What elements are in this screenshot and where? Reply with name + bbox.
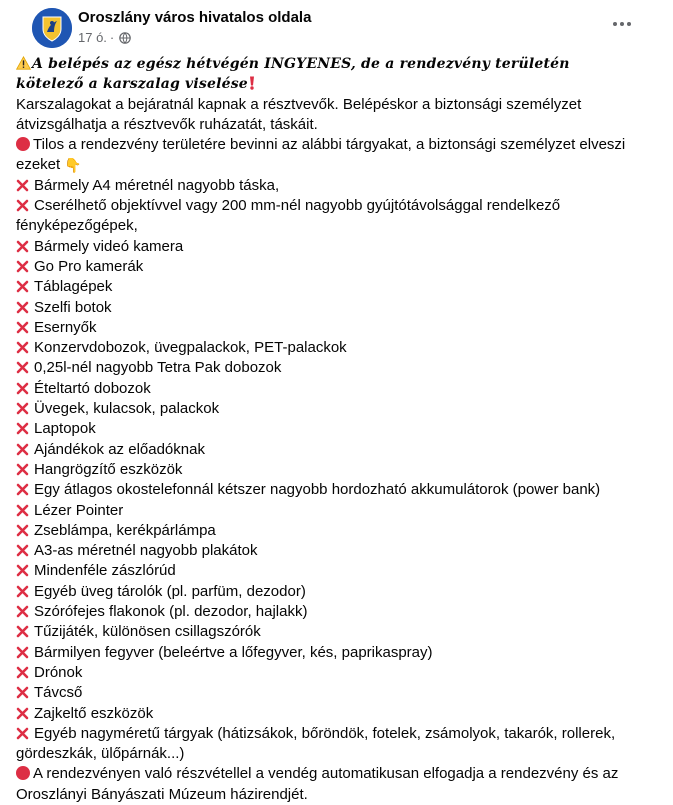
prohibited-intro-text: Tilos a rendezvény területére bevinni az alábbi tárgyakat, a biztonsági személyzet elveszi ezeket [16,136,626,174]
pointing-down-icon: 👇 [64,157,82,174]
red-circle-icon [16,137,30,151]
list-item [16,338,638,358]
list-item-text: Esernyők [34,318,97,336]
cross-mark-icon [16,321,29,334]
post-meta [78,30,131,45]
cross-mark-icon [16,707,29,720]
list-item [16,237,638,257]
list-item-text: Egyéb üveg tárolók (pl. parfüm, dezodor) [34,582,306,600]
list-item [16,704,638,724]
list-item-text: Szelfi botok [34,298,112,316]
cross-mark-icon [16,382,29,395]
cross-mark-icon [16,402,29,415]
post-body [16,54,638,805]
list-item [16,196,638,237]
list-item [16,399,638,419]
red-exclamation-icon [249,76,255,90]
closing-text: A rendezvényen való részvétellel a vendég automatikusan elfogadja a rendezvény és az Oroszlányi Bányászati Múzeum házirendjét. [16,765,619,803]
list-item [16,298,638,318]
cross-mark-icon [16,646,29,659]
list-item-text: Zseblámpa, kerékpárlámpa [34,521,216,539]
list-item-text: Mindenféle zászlórúd [34,562,176,580]
list-item [16,643,638,663]
list-item [16,501,638,521]
cross-mark-icon [16,727,29,740]
list-item-text: Cserélhető objektívvel vagy 200 mm-nél nagyobb gyújtótávolsággal rendelkező fényképezőgépek, [16,197,561,235]
list-item [16,663,638,683]
list-item-text: Zajkeltő eszközök [34,704,154,722]
page-name-link[interactable]: Oroszlány város hivatalos oldala [78,9,312,26]
more-options-button[interactable] [607,12,637,36]
cross-mark-icon [16,341,29,354]
list-item [16,440,638,460]
list-item-text: Bármely A4 méretnél nagyobb táska, [34,176,280,194]
cross-mark-icon [16,564,29,577]
list-item [16,521,638,541]
list-item-text: Go Pro kamerák [34,257,144,275]
cross-mark-icon [16,199,29,212]
list-item-text: Egyéb nagyméretű tárgyak (hátizsákok, bőröndök, fotelek, zsámolyok, takarók, rollerek, gördeszkák, ülőpárnák...) [16,724,616,763]
more-horizontal-icon [627,22,631,26]
cross-mark-icon [16,260,29,273]
cross-mark-icon [16,463,29,476]
post-timestamp[interactable]: 17 ó. [78,30,107,45]
list-item-text: Drónok [34,663,83,681]
page-avatar[interactable] [32,8,72,48]
cross-mark-icon [16,280,29,293]
list-item-text: Szórófejes flakonok (pl. dezodor, hajlakk) [34,603,308,621]
list-item-text: Távcső [34,684,83,702]
post-header [16,0,659,54]
cross-mark-icon [16,544,29,557]
cross-mark-icon [16,240,29,253]
cross-mark-icon [16,504,29,517]
list-item-text: 0,25l-nél nagyobb Tetra Pak dobozok [34,359,282,377]
closing-line [16,764,638,805]
globe-icon[interactable] [119,32,131,44]
list-item-text: Hangrögzítő eszközök [34,460,183,478]
list-item [16,582,638,602]
list-item [16,358,638,378]
list-item-text: Tűzijáték, különösen csillagszórók [34,623,261,641]
cross-mark-icon [16,605,29,618]
list-item [16,419,638,439]
prohibited-items-list [16,176,638,765]
list-item [16,683,638,703]
cross-mark-icon [16,625,29,638]
meta-separator: · [109,30,115,45]
list-item [16,318,638,338]
list-item [16,460,638,480]
warning-line [16,54,638,95]
list-item-text: Konzervdobozok, üvegpalackok, PET-palackok [34,339,347,357]
intro-text: Karszalagokat a bejáratnál kapnak a résztvevők. Belépéskor a biztonsági személyzet átvizsgálhatja a résztvevők ruházatát, táskáit. [16,95,582,133]
red-circle-icon [16,766,30,780]
cross-mark-icon [16,666,29,679]
list-item [16,561,638,581]
more-horizontal-icon [620,22,624,26]
cross-mark-icon [16,585,29,598]
list-item-text: Ételtartó dobozok [34,379,151,397]
cross-mark-icon [16,686,29,699]
list-item [16,541,638,561]
prohibited-intro-line [16,135,638,176]
list-item-text: Lézer Pointer [34,501,124,519]
warning-heading: A belépés az egész hétvégén INGYENES, de a rendezvény területén kötelező a karszalag viselése [16,56,570,93]
list-item [16,724,638,765]
list-item [16,602,638,622]
list-item [16,379,638,399]
cross-mark-icon [16,361,29,374]
cross-mark-icon [16,422,29,435]
list-item [16,480,638,500]
cross-mark-icon [16,179,29,192]
list-item-text: Bármilyen fegyver (beleértve a lőfegyver, kés, paprikaspray) [34,643,433,661]
list-item-text: Ajándékok az előadóknak [34,440,205,458]
list-item-text: Laptopok [34,420,96,438]
cross-mark-icon [16,524,29,537]
list-item-text: Táblagépek [34,278,113,296]
list-item [16,622,638,642]
cross-mark-icon [16,301,29,314]
warning-icon [16,56,31,70]
list-item-text: Egy átlagos okostelefonnál kétszer nagyobb hordozható akkumulátorok (power bank) [34,481,601,499]
cross-mark-icon [16,483,29,496]
list-item-text: Bármely videó kamera [34,237,184,255]
list-item-text: A3-as méretnél nagyobb plakátok [34,542,258,560]
list-item-text: Üvegek, kulacsok, palackok [34,400,220,418]
list-item [16,257,638,277]
cross-mark-icon [16,443,29,456]
more-horizontal-icon [613,22,617,26]
list-item [16,277,638,297]
list-item [16,176,638,196]
coat-of-arms-icon [32,8,72,48]
